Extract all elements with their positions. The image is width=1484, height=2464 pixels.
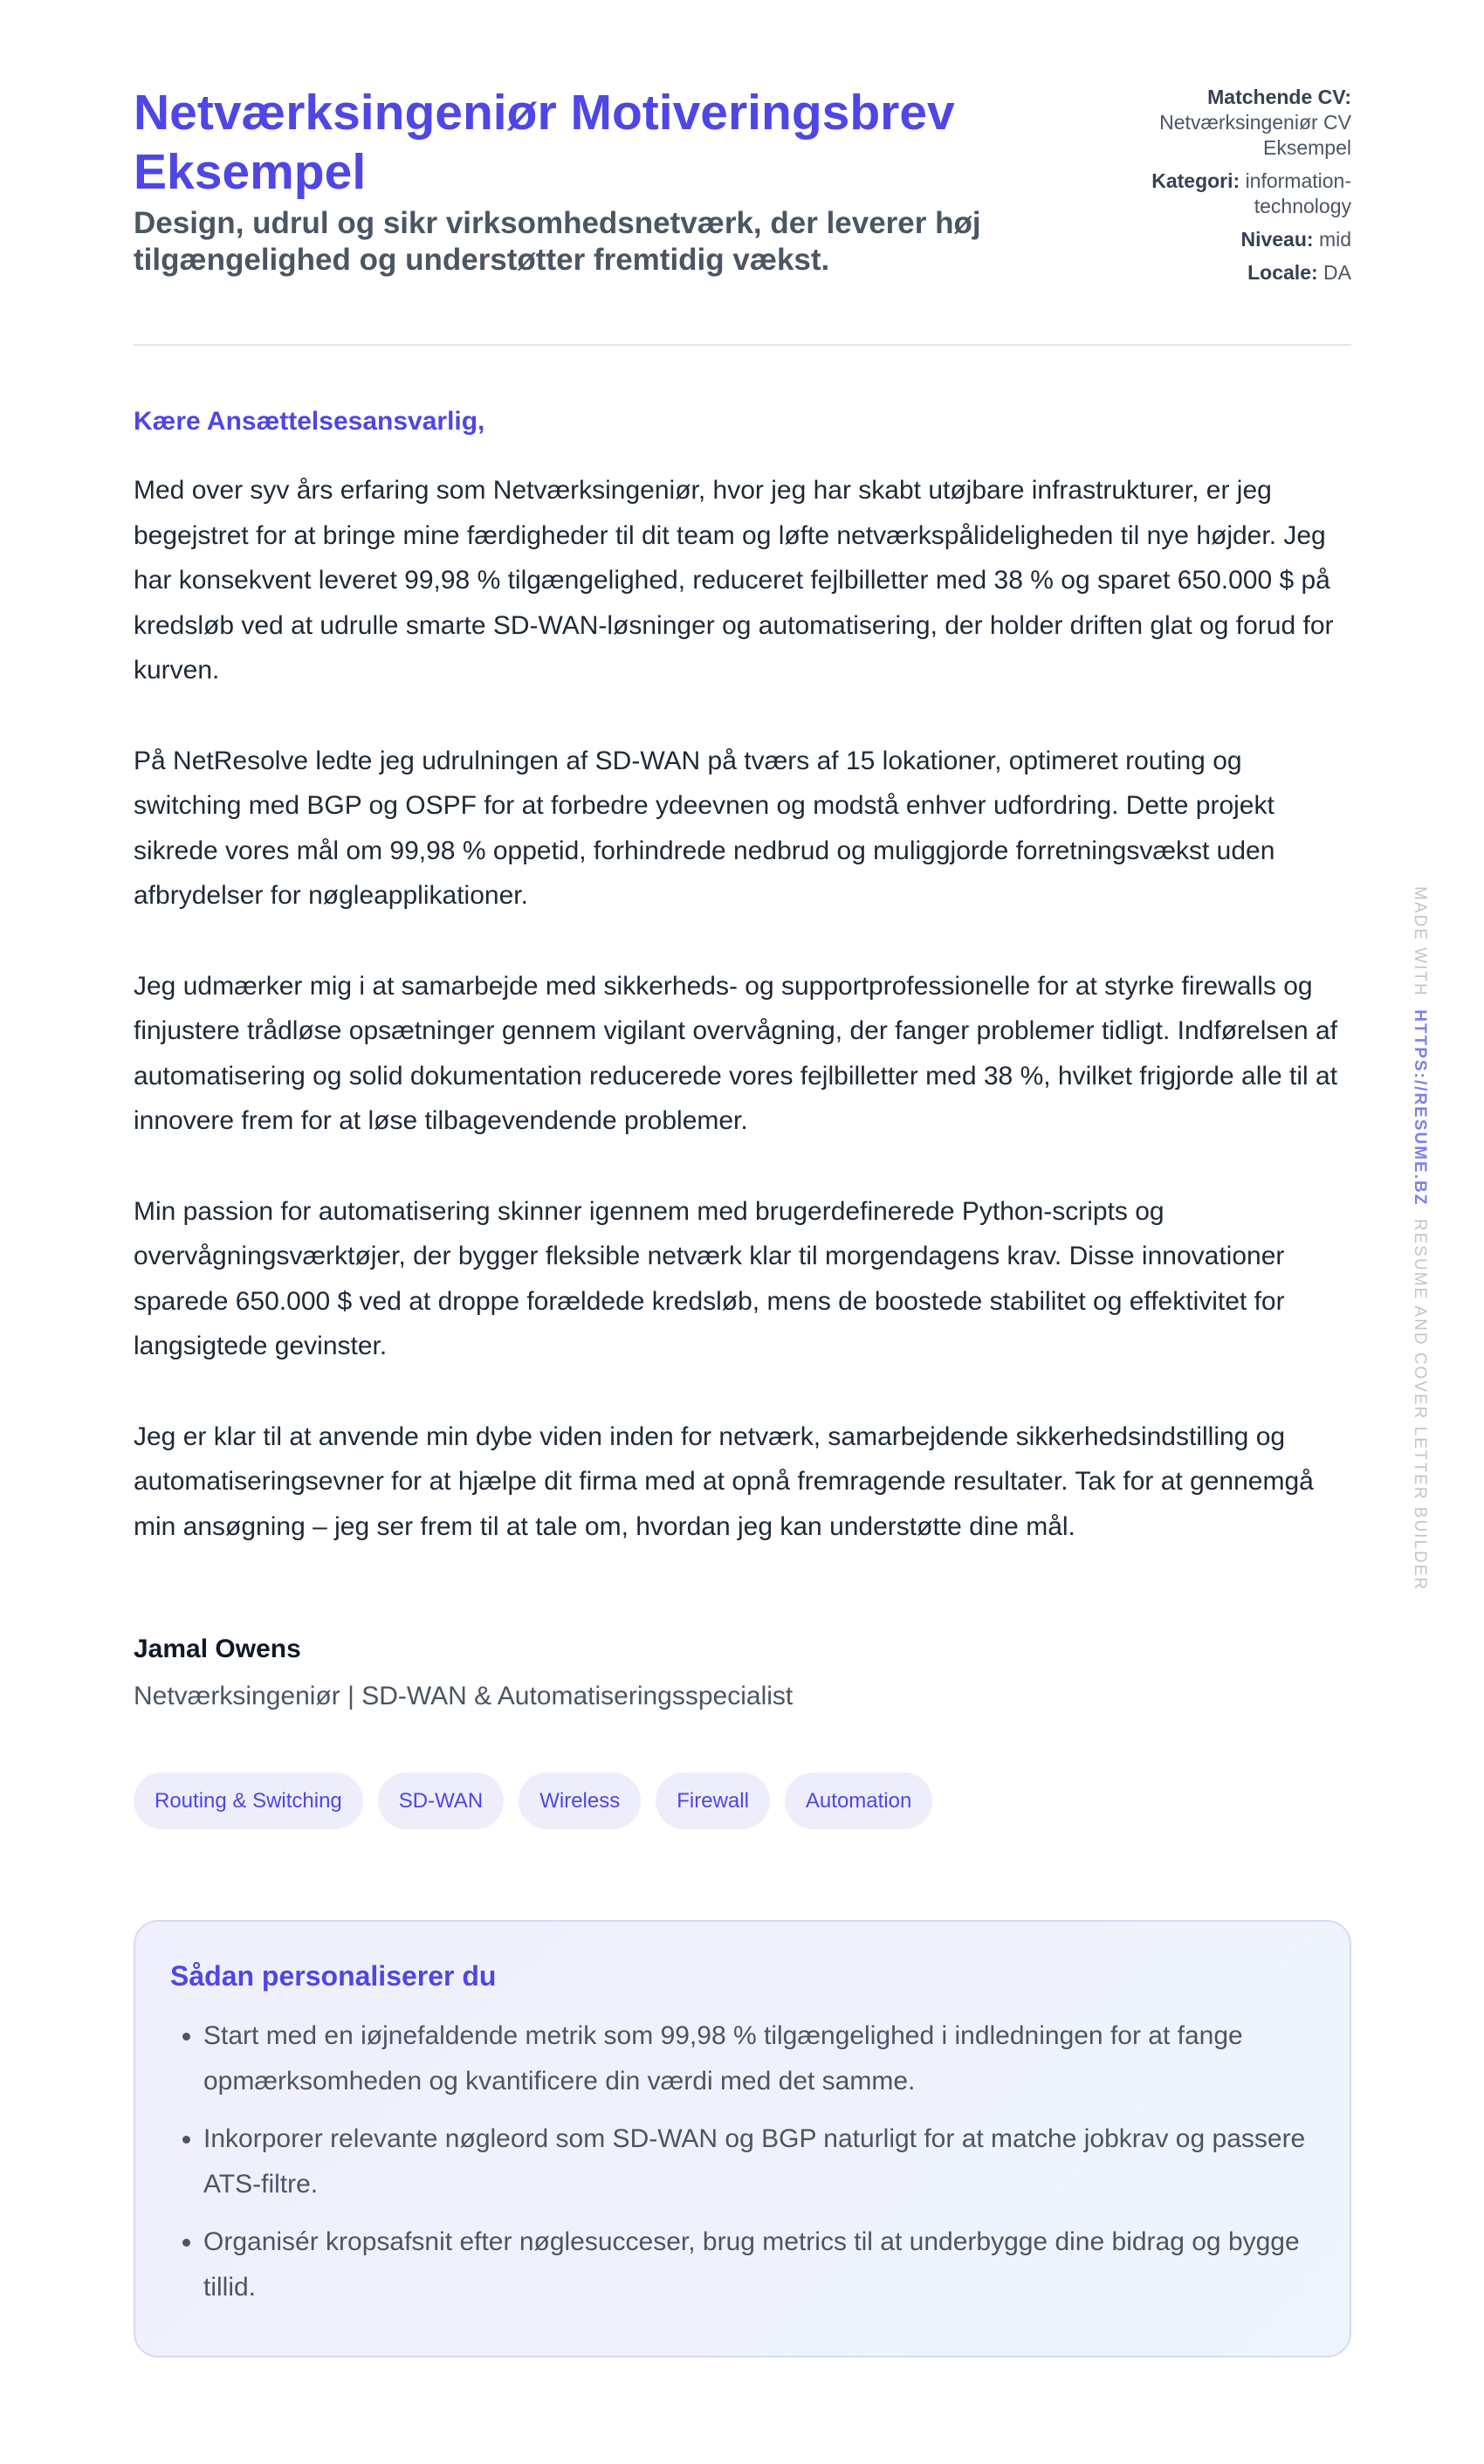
meta-info <box>1089 85 1351 293</box>
cv-value: Netværksingeniør CV Eksempel <box>1159 111 1351 159</box>
page-title: Netværksingeniør Motiveringsbrev Eksempel <box>134 85 955 200</box>
watermark-link[interactable]: HTTPS://RESUME.BZ <box>1411 1009 1429 1207</box>
paragraph: Med over syv års erfaring som Netværksingeniør, hvor jeg har skabt utøjbare infrastrukturer, er jeg begejstret for at bringe mine færdigheder til dit team og løfte netværkspålideligheden til nye højder. Jeg har konsekvent leveret 99,98 % tilgængelighed, reduceret fejlbilletter med 38 % og sparet 650.000 $ på kredsløb ved at udrulle smarte SD-WAN-løsninger og automatisering, der holder driften glat og forud for kurven. <box>134 476 1334 685</box>
letter-body <box>134 468 1351 1549</box>
personalize-tips <box>134 1920 1351 2357</box>
header <box>134 83 1351 346</box>
locale-label: Locale: <box>1247 261 1318 284</box>
tip-item: • Organisér kropsafsnit efter nøglesucceser, brug metrics til at underbygge dine bidrag og bygge tillid. <box>203 2220 1315 2310</box>
tag: SD-WAN <box>378 1772 504 1829</box>
signature-name: Jamal Owens <box>134 1635 301 1663</box>
tag: Routing & Switching <box>134 1772 363 1829</box>
tag: Firewall <box>656 1772 770 1829</box>
tag: Wireless <box>519 1772 641 1829</box>
watermark-suffix: RESUME AND COVER LETTER BUILDER <box>1411 1218 1429 1592</box>
watermark <box>1410 886 1429 1591</box>
tips-title: Sådan personaliserer du <box>170 1960 497 1992</box>
paragraph: Jeg er klar til at anvende min dybe viden inden for netværk, samarbejdende sikkerhedsindstilling og automatiseringsevner for at hjælpe dit firma med at opnå fremragende resultater. Tak for at gennemgå min ansøgning – jeg ser frem til at tale om, hvordan jeg kan understøtte dine mål. <box>134 1421 1314 1541</box>
greeting: Kære Ansættelsesansvarlig, <box>134 407 485 436</box>
signature-title: Netværksingeniør | SD-WAN & Automatiseringsspecialist <box>134 1682 794 1710</box>
level-value: mid <box>1318 228 1351 251</box>
paragraph: Min passion for automatisering skinner igennem med brugerdefinerede Python-scripts og overvågningsværktøjer, der bygger fleksible netværk klar til morgendagens krav. Disse innovationer sparede 650.000 $ ved at droppe forældede kredsløb, mens de boostede stabilitet og effektivitet for langsigtede gevinster. <box>134 1196 1285 1360</box>
page-subtitle: Design, udrul og sikr virksomhedsnetværk, der leverer høj tilgængelighed og understøtter fremtidig vækst. <box>134 206 981 277</box>
paragraph: Jeg udmærker mig i at samarbejde med sikkerheds- og supportprofessionelle for at styrke firewalls og finjustere trådløse opsætninger gennem vigilant overvågning, der fanger problemer tidligt. Indførelsen af automatisering og solid dokumentation reducerede vores fejlbilletter med 38 %, hvilket frigjorde alle til at innovere frem for at løse tilbagevendende problemer. <box>134 971 1338 1135</box>
watermark-prefix: MADE WITH <box>1411 886 1429 997</box>
category-value: information-technology <box>1245 169 1351 217</box>
cv-label: Matchende CV: <box>1207 86 1351 108</box>
skill-tags <box>134 1772 1351 1829</box>
category-label: Kategori: <box>1151 169 1240 192</box>
locale-value: DA <box>1323 261 1351 284</box>
tip-item: • Start med en iøjnefaldende metrik som 99,98 % tilgængelighed i indledningen for at fange opmærksomheden og kvantificere din værdi med det samme. <box>203 2013 1315 2104</box>
level-label: Niveau: <box>1240 228 1314 251</box>
cover-letter <box>134 83 1351 2357</box>
paragraph: På NetResolve ledte jeg udrulningen af SD-WAN på tværs af 15 lokationer, optimeret routing og switching med BGP og OSPF for at forbedre ydeevnen og modstå enhver udfordring. Dette projekt sikrede vores mål om 99,98 % oppetid, forhindrede nedbrud og muliggjorde forretningsvækst uden afbrydelser for nøgleapplikationer. <box>134 746 1275 910</box>
tag: Automation <box>785 1772 932 1829</box>
tip-item: • Inkorporer relevante nøgleord som SD-WAN og BGP naturligt for at matche jobkrav og passere ATS-filtre. <box>203 2116 1315 2207</box>
